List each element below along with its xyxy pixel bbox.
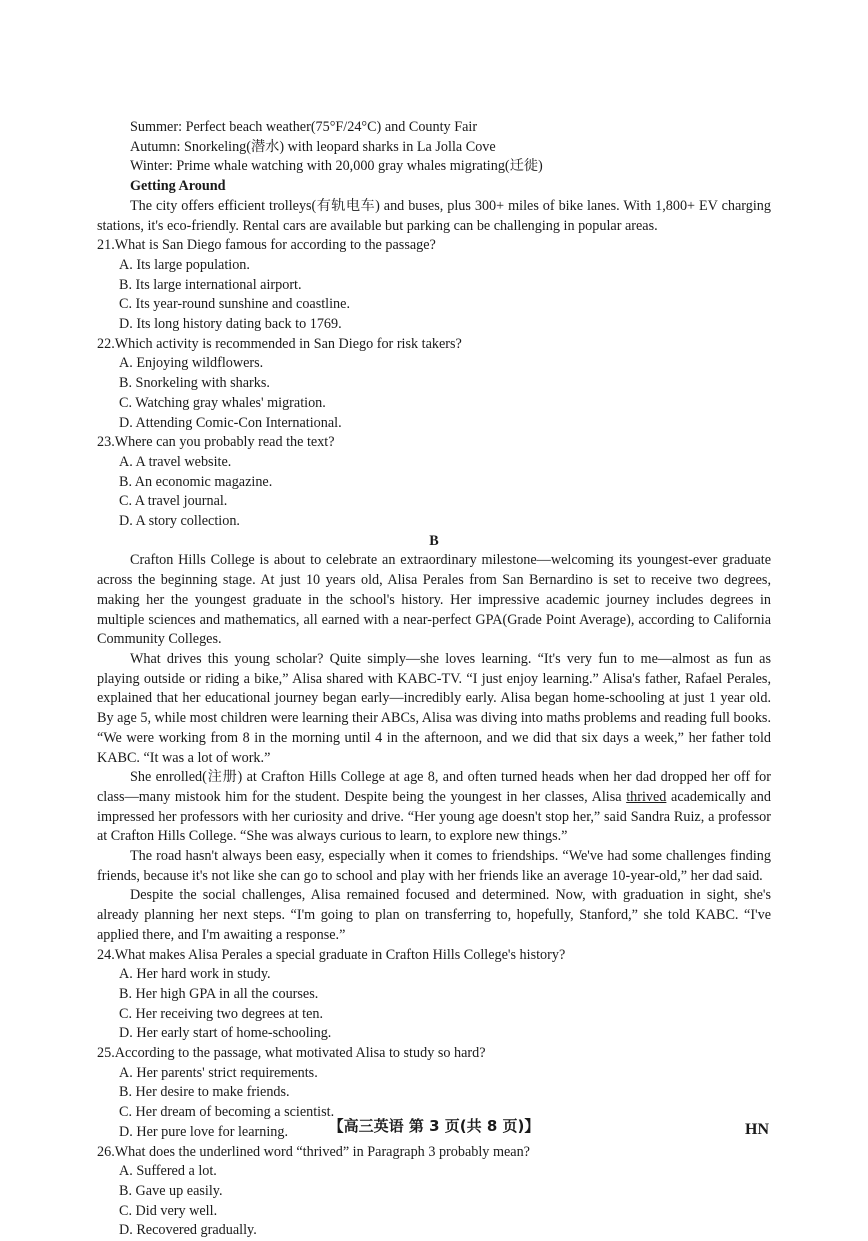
option: A. Her hard work in study. <box>119 966 271 983</box>
option: D. Her early start of home-schooling. <box>119 1025 332 1042</box>
option: B. Gave up easily. <box>119 1182 223 1199</box>
question-23 <box>97 433 771 532</box>
passage-b-paragraph-5: Despite the social challenges, Alisa remained focused and determined. Now, with graduation in sight, she's already planning her next steps. “I'm going to plan on transferring to, hopefully, Stanford,” she told KABC. “I've applied there, and I'm awaiting a response.” <box>97 887 771 943</box>
option: D. Attending Comic-Con International. <box>119 414 342 431</box>
underlined-word: thrived <box>626 788 667 805</box>
option: A. Her parents' strict requirements. <box>119 1064 318 1081</box>
season-autumn: Autumn: Snorkeling(潜水) with leopard sharks in La Jolla Cove <box>130 138 496 155</box>
option: D. Her pure love for learning. <box>119 1123 289 1140</box>
passage-b-paragraph-2: What drives this young scholar? Quite simply—she loves learning. “It's very fun to me—almost as fun as playing outside or riding a bike,” Alisa shared with KABC-TV. “I just enjoy learning.” Alisa's father, Rafael Perales, explained that her educational journey began early—incredibly early. Alisa began home-schooling at just 1 year old. By age 5, while most children were learning their ABCs, Alisa was diving into maths problems and reading full books. “We were working from 8 in the morning until 4 in the afternoon, and we did that six days a week,” her father told KABC. “It was a lot of work.” <box>97 650 771 766</box>
question-stem: 26.What does the underlined word “thrived” in Paragraph 3 probably mean? <box>97 1143 530 1160</box>
question-stem: 23.Where can you probably read the text? <box>97 434 335 451</box>
option: B. Its large international airport. <box>119 276 302 293</box>
option: D. Recovered gradually. <box>119 1222 257 1239</box>
option: B. Her desire to make friends. <box>119 1084 290 1101</box>
season-summer: Summer: Perfect beach weather(75°F/24°C) and County Fair <box>130 119 478 135</box>
option: A. Enjoying wildflowers. <box>119 355 264 372</box>
question-26 <box>97 1143 771 1241</box>
option: A. Suffered a lot. <box>119 1163 217 1180</box>
question-stem: 24.What makes Alisa Perales a special graduate in Crafton Hills College's history? <box>97 946 566 963</box>
season-winter: Winter: Prime whale watching with 20,000 gray whales migrating(迁徙) <box>130 158 543 175</box>
passage-b-paragraph-1: Crafton Hills College is about to celebrate an extraordinary milestone—welcoming its youngest-ever graduate across the beginning stage. At just 10 years old, Alisa Perales from San Bernardino is set to receive two degrees, making her the youngest graduate in the school's history. Her impressive academic journey includes degrees in multiple sciences and mathematics, all earned with a near-perfect GPA(Grade Point Average), according to California Community Colleges. <box>97 552 771 648</box>
option: C. Her dream of becoming a scientist. <box>119 1104 335 1121</box>
question-21 <box>97 236 771 335</box>
question-22 <box>97 335 771 434</box>
option: C. A travel journal. <box>119 493 228 510</box>
passage-b-paragraph-3: She enrolled(注册) at Crafton Hills College at age 8, and often turned heads when her dad dropped her off for class—many mistook him for the student. Despite being the youngest in her classes, Alisa thrived academically and impressed her professors with her curiosity and drive. “Her young age doesn't stop her,” said Sandra Ruiz, a professor at Crafton Hills College. “She was always curious to learn, to explore new things.” <box>97 769 771 845</box>
option: B. An economic magazine. <box>119 473 273 490</box>
option: C. Its year-round sunshine and coastline. <box>119 296 350 313</box>
getting-around-heading: Getting Around <box>130 178 226 195</box>
region-code: HN <box>745 1121 769 1138</box>
section-b-title: B <box>429 532 439 549</box>
question-stem: 21.What is San Diego famous for according to the passage? <box>97 237 436 254</box>
passage-b-paragraph-4: The road hasn't always been easy, especially when it comes to friendships. “We've had some challenges finding friends, because it's not like she can go to school and play with her friends like an average 10-year-old,” her dad said. <box>97 848 771 884</box>
getting-around-paragraph: The city offers efficient trolleys(有轨电车) and buses, plus 300+ miles of bike lanes. With 1,800+ EV charging stations, it's eco-friendly. Rental cars are available but parking can be challenging in popular areas. <box>97 197 771 234</box>
option: D. A story collection. <box>119 513 240 530</box>
option: B. Her high GPA in all the courses. <box>119 985 319 1002</box>
option: C. Watching gray whales' migration. <box>119 394 326 411</box>
option: C. Her receiving two degrees at ten. <box>119 1005 324 1022</box>
option: B. Snorkeling with sharks. <box>119 375 270 392</box>
option: C. Did very well. <box>119 1202 218 1219</box>
option: A. A travel website. <box>119 453 232 470</box>
question-24 <box>97 946 771 1045</box>
question-stem: 25.According to the passage, what motivated Alisa to study so hard? <box>97 1045 486 1062</box>
option: A. Its large population. <box>119 256 250 273</box>
question-stem: 22.Which activity is recommended in San Diego for risk takers? <box>97 335 462 352</box>
page-content <box>97 118 771 1241</box>
option: D. Its long history dating back to 1769. <box>119 316 342 333</box>
page-footer: 【高三英语 第 3 页(共 8 页)】 <box>328 1117 540 1135</box>
